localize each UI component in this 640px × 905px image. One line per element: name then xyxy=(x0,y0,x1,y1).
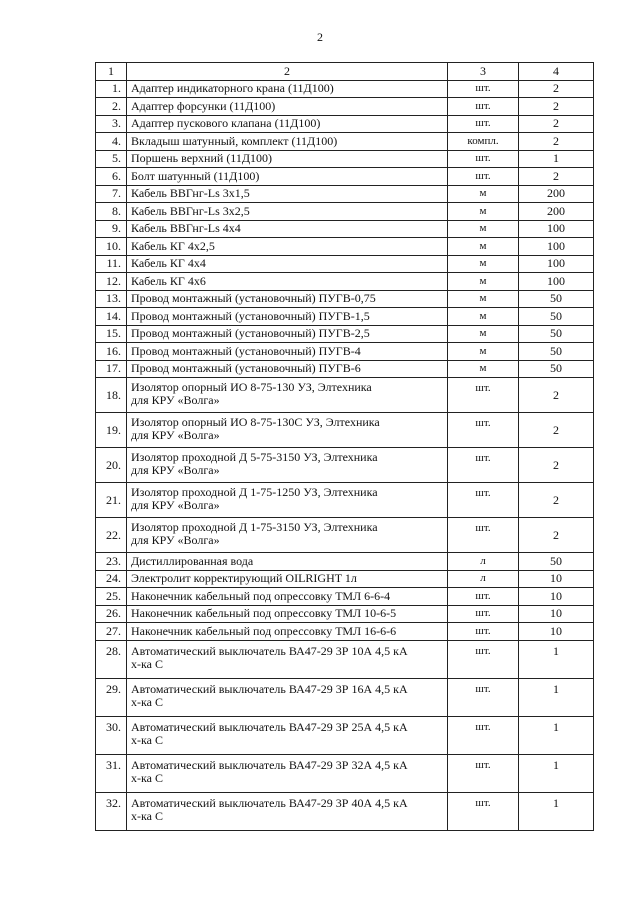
unit-cell: м xyxy=(448,185,519,203)
item-name-cell xyxy=(127,185,448,203)
quantity-cell: 100 xyxy=(519,238,594,256)
quantity-cell: 10 xyxy=(519,605,594,623)
unit-cell: шт. xyxy=(448,378,519,413)
item-name: Автоматический выключатель ВА47-29 3Р 10А 4,5 кА xyxy=(131,643,408,658)
unit-cell: шт. xyxy=(448,716,519,754)
item-name: Автоматический выключатель ВА47-29 3Р 32А 4,5 кА xyxy=(131,757,408,772)
row-number: 28. xyxy=(96,640,127,678)
page-number: 2 xyxy=(317,30,323,44)
table-row xyxy=(96,343,594,361)
table-row xyxy=(96,98,594,116)
quantity-cell: 2 xyxy=(519,518,594,553)
table-row xyxy=(96,792,594,830)
table-row xyxy=(96,80,594,98)
item-name-cell xyxy=(127,343,448,361)
unit-cell: шт. xyxy=(448,483,519,518)
item-name: Провод монтажный (установочный) ПУГВ-6 xyxy=(131,361,361,376)
table-row xyxy=(96,115,594,133)
item-name: Провод монтажный (установочный) ПУГВ-1,5 xyxy=(131,308,370,323)
row-number: 2. xyxy=(96,98,127,116)
quantity-cell: 50 xyxy=(519,553,594,571)
item-name-cell xyxy=(127,605,448,623)
unit-cell: компл. xyxy=(448,133,519,151)
table-row xyxy=(96,360,594,378)
item-name-cell xyxy=(127,273,448,291)
item-name-cell xyxy=(127,588,448,606)
unit-cell: шт. xyxy=(448,588,519,606)
item-name: Электролит корректирующий OILRIGHT 1л xyxy=(131,571,357,586)
table-row xyxy=(96,588,594,606)
row-number: 16. xyxy=(96,343,127,361)
quantity-cell: 50 xyxy=(519,343,594,361)
item-name-cell xyxy=(127,483,448,518)
item-name-cell xyxy=(127,678,448,716)
quantity-cell: 2 xyxy=(519,80,594,98)
row-number: 22. xyxy=(96,518,127,553)
row-number: 4. xyxy=(96,133,127,151)
quantity-cell: 1 xyxy=(519,716,594,754)
unit-cell: м xyxy=(448,238,519,256)
item-name-cell xyxy=(127,255,448,273)
unit-cell: м xyxy=(448,343,519,361)
item-name-cell xyxy=(127,553,448,571)
table-row xyxy=(96,623,594,641)
quantity-cell: 1 xyxy=(519,678,594,716)
quantity-cell: 10 xyxy=(519,570,594,588)
item-name: Наконечник кабельный под опрессовку ТМЛ 6-6-4 xyxy=(131,588,391,603)
item-name-cell xyxy=(127,518,448,553)
row-number: 23. xyxy=(96,553,127,571)
quantity-cell: 100 xyxy=(519,273,594,291)
table-row xyxy=(96,238,594,256)
item-name-continued: для КРУ «Волга» xyxy=(131,498,220,512)
table-header-row xyxy=(96,63,594,81)
row-number: 1. xyxy=(96,80,127,98)
quantity-cell: 100 xyxy=(519,220,594,238)
item-name-cell xyxy=(127,238,448,256)
row-number: 29. xyxy=(96,678,127,716)
row-number: 20. xyxy=(96,448,127,483)
table-row xyxy=(96,290,594,308)
item-name-cell xyxy=(127,378,448,413)
item-name-cell xyxy=(127,360,448,378)
item-name-continued: х-ка С xyxy=(131,732,163,747)
item-name: Автоматический выключатель ВА47-29 3Р 40А 4,5 кА xyxy=(131,795,408,810)
unit-cell: м xyxy=(448,290,519,308)
row-number: 31. xyxy=(96,754,127,792)
item-name: Изолятор проходной Д 1-75-1250 УЗ, Элтехника xyxy=(131,485,378,499)
item-name: Кабель КГ 4х6 xyxy=(131,273,206,288)
item-name: Кабель КГ 4х4 xyxy=(131,256,206,271)
quantity-cell: 100 xyxy=(519,255,594,273)
item-name: Дистиллированная вода xyxy=(131,553,254,568)
item-name-continued: для КРУ «Волга» xyxy=(131,463,220,477)
row-number: 14. xyxy=(96,308,127,326)
item-name: Поршень верхний (11Д100) xyxy=(131,151,273,166)
header-col-4: 4 xyxy=(519,63,594,81)
item-name-cell xyxy=(127,133,448,151)
item-name-cell xyxy=(127,80,448,98)
item-name: Адаптер пускового клапана (11Д100) xyxy=(131,116,321,131)
table-row xyxy=(96,448,594,483)
row-number: 30. xyxy=(96,716,127,754)
item-name-cell xyxy=(127,623,448,641)
unit-cell: шт. xyxy=(448,80,519,98)
quantity-cell: 50 xyxy=(519,325,594,343)
item-name-cell xyxy=(127,150,448,168)
item-name: Наконечник кабельный под опрессовку ТМЛ 10-6-5 xyxy=(131,606,397,621)
item-name: Вкладыш шатунный, комплект (11Д100) xyxy=(131,133,338,148)
unit-cell: м xyxy=(448,360,519,378)
quantity-cell: 10 xyxy=(519,588,594,606)
table-row xyxy=(96,413,594,448)
unit-cell: л xyxy=(448,553,519,571)
quantity-cell: 1 xyxy=(519,754,594,792)
row-number: 27. xyxy=(96,623,127,641)
row-number: 7. xyxy=(96,185,127,203)
item-name: Изолятор опорный ИО 8-75-130С УЗ, Элтехника xyxy=(131,415,380,429)
unit-cell: м xyxy=(448,273,519,291)
unit-cell: м xyxy=(448,308,519,326)
header-col-3: 3 xyxy=(448,63,519,81)
item-name-cell xyxy=(127,168,448,186)
header-col-1: 1 xyxy=(96,63,127,81)
row-number: 15. xyxy=(96,325,127,343)
item-name: Изолятор опорный ИО 8-75-130 УЗ, Элтехника xyxy=(131,380,372,394)
quantity-cell: 200 xyxy=(519,185,594,203)
item-name: Автоматический выключатель ВА47-29 3Р 16А 4,5 кА xyxy=(131,681,408,696)
item-name-cell xyxy=(127,754,448,792)
unit-cell: шт. xyxy=(448,605,519,623)
table-row xyxy=(96,273,594,291)
row-number: 24. xyxy=(96,570,127,588)
item-name-continued: х-ка С xyxy=(131,694,163,709)
item-name-cell xyxy=(127,220,448,238)
item-name: Изолятор проходной Д 5-75-3150 УЗ, Элтехника xyxy=(131,450,378,464)
item-name-cell xyxy=(127,203,448,221)
unit-cell: шт. xyxy=(448,98,519,116)
unit-cell: шт. xyxy=(448,678,519,716)
row-number: 32. xyxy=(96,792,127,830)
quantity-cell: 2 xyxy=(519,378,594,413)
row-number: 18. xyxy=(96,378,127,413)
unit-cell: шт. xyxy=(448,150,519,168)
table-row xyxy=(96,605,594,623)
table-row xyxy=(96,150,594,168)
item-name-cell xyxy=(127,448,448,483)
table-row xyxy=(96,570,594,588)
row-number: 8. xyxy=(96,203,127,221)
unit-cell: шт. xyxy=(448,448,519,483)
row-number: 21. xyxy=(96,483,127,518)
unit-cell: шт. xyxy=(448,623,519,641)
item-name-continued: для КРУ «Волга» xyxy=(131,533,220,547)
row-number: 19. xyxy=(96,413,127,448)
item-name-cell xyxy=(127,98,448,116)
unit-cell: м xyxy=(448,255,519,273)
quantity-cell: 1 xyxy=(519,150,594,168)
item-name: Кабель ВВГнг-Ls 3х1,5 xyxy=(131,186,250,201)
row-number: 13. xyxy=(96,290,127,308)
item-name-cell xyxy=(127,640,448,678)
table-row xyxy=(96,325,594,343)
table-row xyxy=(96,640,594,678)
row-number: 9. xyxy=(96,220,127,238)
item-name: Провод монтажный (установочный) ПУГВ-0,75 xyxy=(131,291,376,306)
item-name-continued: х-ка С xyxy=(131,656,163,671)
row-number: 12. xyxy=(96,273,127,291)
table-row xyxy=(96,518,594,553)
quantity-cell: 1 xyxy=(519,640,594,678)
item-name: Кабель ВВГнг-Ls 4х4 xyxy=(131,221,241,236)
item-name-cell xyxy=(127,570,448,588)
row-number: 3. xyxy=(96,115,127,133)
table-row xyxy=(96,483,594,518)
unit-cell: шт. xyxy=(448,168,519,186)
item-name: Изолятор проходной Д 1-75-3150 УЗ, Элтехника xyxy=(131,520,378,534)
quantity-cell: 2 xyxy=(519,168,594,186)
table-row xyxy=(96,678,594,716)
item-name: Кабель ВВГнг-Ls 3х2,5 xyxy=(131,203,250,218)
quantity-cell: 10 xyxy=(519,623,594,641)
table-row xyxy=(96,185,594,203)
quantity-cell: 2 xyxy=(519,483,594,518)
row-number: 17. xyxy=(96,360,127,378)
item-name: Болт шатунный (11Д100) xyxy=(131,168,260,183)
quantity-cell: 200 xyxy=(519,203,594,221)
table-row xyxy=(96,255,594,273)
item-name-cell xyxy=(127,716,448,754)
item-name-cell xyxy=(127,115,448,133)
quantity-cell: 2 xyxy=(519,98,594,116)
unit-cell: шт. xyxy=(448,640,519,678)
unit-cell: шт. xyxy=(448,413,519,448)
quantity-cell: 50 xyxy=(519,290,594,308)
item-name-cell xyxy=(127,325,448,343)
table-row xyxy=(96,220,594,238)
row-number: 26. xyxy=(96,605,127,623)
table-row xyxy=(96,378,594,413)
quantity-cell: 50 xyxy=(519,360,594,378)
unit-cell: шт. xyxy=(448,518,519,553)
quantity-cell: 50 xyxy=(519,308,594,326)
quantity-cell: 2 xyxy=(519,413,594,448)
quantity-cell: 2 xyxy=(519,115,594,133)
header-col-2: 2 xyxy=(127,63,448,81)
item-name-continued: для КРУ «Волга» xyxy=(131,428,220,442)
table-row xyxy=(96,716,594,754)
unit-cell: шт. xyxy=(448,115,519,133)
row-number: 6. xyxy=(96,168,127,186)
table-row xyxy=(96,308,594,326)
table-row xyxy=(96,203,594,221)
item-name-cell xyxy=(127,290,448,308)
table-row xyxy=(96,133,594,151)
item-name: Адаптер форсунки (11Д100) xyxy=(131,98,276,113)
table-row xyxy=(96,168,594,186)
row-number: 11. xyxy=(96,255,127,273)
row-number: 5. xyxy=(96,150,127,168)
item-name-cell xyxy=(127,308,448,326)
item-name: Адаптер индикаторного крана (11Д100) xyxy=(131,81,334,96)
quantity-cell: 1 xyxy=(519,792,594,830)
unit-cell: м xyxy=(448,220,519,238)
item-name-continued: х-ка С xyxy=(131,808,163,823)
item-name-continued: для КРУ «Волга» xyxy=(131,393,220,407)
items-table xyxy=(95,62,594,831)
table-row xyxy=(96,754,594,792)
unit-cell: м xyxy=(448,203,519,221)
row-number: 10. xyxy=(96,238,127,256)
unit-cell: л xyxy=(448,570,519,588)
table-row xyxy=(96,553,594,571)
unit-cell: м xyxy=(448,325,519,343)
item-name: Провод монтажный (установочный) ПУГВ-2,5 xyxy=(131,326,370,341)
unit-cell: шт. xyxy=(448,754,519,792)
item-name: Наконечник кабельный под опрессовку ТМЛ 16-6-6 xyxy=(131,623,397,638)
item-name-cell xyxy=(127,413,448,448)
item-name: Автоматический выключатель ВА47-29 3Р 25А 4,5 кА xyxy=(131,719,408,734)
row-number: 25. xyxy=(96,588,127,606)
quantity-cell: 2 xyxy=(519,448,594,483)
item-name: Кабель КГ 4х2,5 xyxy=(131,238,215,253)
item-name: Провод монтажный (установочный) ПУГВ-4 xyxy=(131,343,361,358)
item-name-continued: х-ка С xyxy=(131,770,163,785)
item-name-cell xyxy=(127,792,448,830)
quantity-cell: 2 xyxy=(519,133,594,151)
unit-cell: шт. xyxy=(448,792,519,830)
